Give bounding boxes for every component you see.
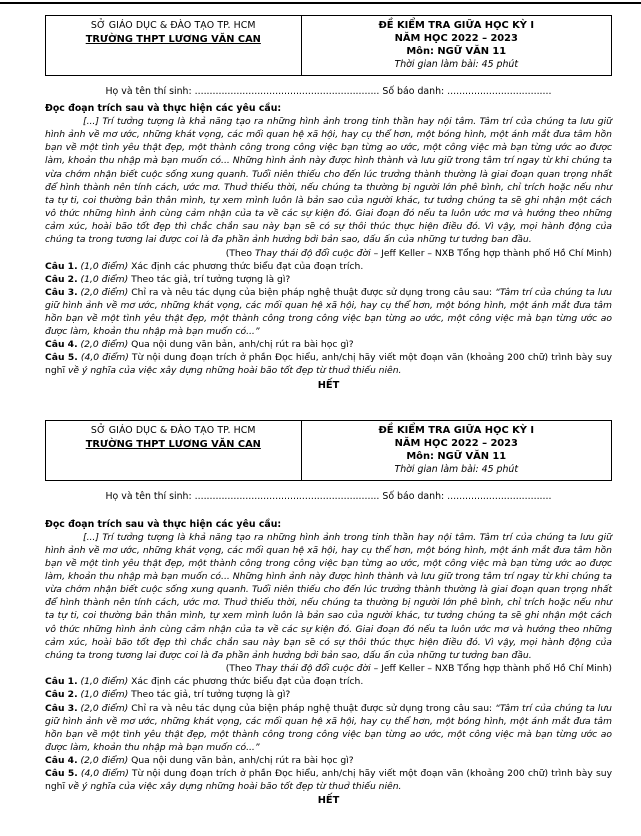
attribution-prefix: (Theo <box>225 663 255 675</box>
school-year: NĂM HỌC 2022 – 2023 <box>394 437 518 449</box>
question-item-5 <box>45 351 612 377</box>
student-id-label: Số báo danh: <box>379 86 448 97</box>
question-number: Câu 5. <box>45 352 78 364</box>
question-points: (4,0 điểm) <box>77 352 129 364</box>
question-item-2 <box>45 273 612 286</box>
question-text: Chỉ ra và nêu tác dụng của biện pháp nghệ thuật được sử dụng trong câu sau: <box>128 702 496 714</box>
reading-passage: [...] Trí tưởng tượng là khả năng tạo ra những hình ảnh trong tinh thần hay nội tâm. Tâm trí của chúng ta lưu giữ hình ảnh về mơ ước, những khát vọng, các mối quan hệ xã hội, hay cụ thể hơn, một bóng hình, một ánh mắt đưa tâm hồn bạn về một tình yêu thật đẹp, một thành công trong công việc bạn từng ao ước, một công việc mà bạn từng ước ao được làm, khoản thu nhập mà bạn muốn có... Những hình ảnh này được hình thành và lưu giữ trong tâm trí ngay từ khi chúng ta vừa chớm nhận biết cuộc sống xung quanh. Tuổi niên thiếu cho đến lúc trưởng thành thường là giai đoạn quan trọng nhất để hình thành nên tính cách, ước mơ. Thuở thiếu thời, nếu chúng ta thường bị người lớn phê bình, chỉ trích hoặc nếu như ta tự ti, coi thường bản thân mình, tự xem mình luôn là bản sao của người khác, tư tưởng chúng ta sẽ ghi nhận một cách vô thức những hình ảnh cùng cảm nhận của ta về các sự kiện đó. Giai đoạn đó nếu ta luôn ước mơ và hướng theo những cảm xúc, hoài bão tốt đẹp thì chắc chắn sau này bạn sẽ có sự thôi thúc thực hiện điều đó. Vì vậy, mọi hành động của chúng ta trong tương lai được coi là đa phần ảnh hưởng bởi bản sao, dấu ấn của những tư tưởng ban đầu. <box>45 531 612 661</box>
question-quote: “Tâm trí của chúng ta lưu giữ hình ảnh về mơ ước, những khát vọng, các mối quan hệ xã hội, hay cụ thể hơn, một bóng hình, một ánh mắt đưa tâm hồn bạn về một tình yêu thật đẹp, một thành công trong công việc bạn từng ao ước, một công việc mà bạn từng ước ao được làm, khoản thu nhập mà bạn muốn có...” <box>45 286 613 338</box>
attribution-line <box>45 247 612 260</box>
question-points: (1,0 điểm) <box>77 676 129 688</box>
question-item-3 <box>45 702 612 754</box>
attribution-work-title: Thay thái độ đổi cuộc đời <box>254 247 371 259</box>
question-number: Câu 5. <box>45 768 78 780</box>
question-points: (2,0 điểm) <box>77 339 129 351</box>
attribution-line <box>45 662 612 675</box>
question-item-1 <box>45 260 612 273</box>
exam-copy-2 <box>45 420 612 808</box>
exam-header-table <box>45 420 612 481</box>
reading-instruction: Đọc đoạn trích sau và thực hiện các yêu cầu: <box>45 103 282 115</box>
student-name-dots: .............................................................. <box>194 86 380 97</box>
exam-title: ĐỀ KIỂM TRA GIỮA HỌC KỲ I <box>378 20 535 31</box>
school-year: NĂM HỌC 2022 – 2023 <box>394 33 518 44</box>
question-item-3 <box>45 286 612 338</box>
question-text: Chỉ ra và nêu tác dụng của biện pháp nghệ thuật được sử dụng trong câu sau: <box>128 286 496 298</box>
question-number: Câu 4. <box>45 339 78 351</box>
subject-line: Môn: NGỮ VĂN 11 <box>406 450 507 462</box>
question-text: Theo tác giả, trí tưởng tượng là gì? <box>128 273 291 285</box>
student-name-dots: .............................................................. <box>194 490 380 502</box>
student-name-label: Họ và tên thí sinh: <box>105 490 195 502</box>
question-quote: về ý nghĩa của việc xây dựng những hoài bão tốt đẹp từ thuở thiếu niên. <box>67 781 402 793</box>
question-text: Qua nội dung văn bản, anh/chị rút ra bài học gì? <box>128 339 354 351</box>
question-item-1 <box>45 675 612 688</box>
question-quote: “Tâm trí của chúng ta lưu giữ hình ảnh về mơ ước, những khát vọng, các mối quan hệ xã hội, hay cụ thể hơn, một bóng hình, một ánh mắt đưa tâm hồn bạn về một tình yêu thật đẹp, một thành công trong công việc bạn từng ao ước, một công việc mà bạn từng ước ao được làm, khoản thu nhập mà bạn muốn có...” <box>45 702 613 753</box>
department-name: SỞ GIÁO DỤC & ĐÀO TẠO TP. HCM <box>90 20 256 31</box>
end-marker: HẾT <box>317 795 340 807</box>
question-item-2 <box>45 688 612 701</box>
question-quote: về ý nghĩa của việc xây dựng những hoài bão tốt đẹp từ thuở thiếu niên. <box>67 365 402 377</box>
attribution-work-title: Thay thái độ đổi cuộc đời <box>254 663 371 675</box>
exam-info-cell <box>301 420 611 480</box>
exam-info-cell <box>301 16 611 76</box>
attribution-suffix: – Jeff Keller – NXB Tổng hợp thành phố Hồ Chí Minh) <box>370 663 612 675</box>
question-number: Câu 3. <box>45 702 78 714</box>
question-number: Câu 1. <box>45 676 78 688</box>
reading-passage: [...] Trí tưởng tượng là khả năng tạo ra những hình ảnh trong tinh thần hay nội tâm. Tâm trí của chúng ta lưu giữ hình ảnh về mơ ước, những khát vọng, các mối quan hệ xã hội, hay cụ thể hơn, một bóng hình, một ánh mắt đưa tâm hồn bạn về một tình yêu thật đẹp, một thành công trong công việc bạn từng ao ước, một công việc mà bạn từng ước ao được làm, khoản thu nhập mà bạn muốn có... Những hình ảnh này được hình thành và lưu giữ trong tâm trí ngay từ khi chúng ta vừa chớm nhận biết cuộc sống xung quanh. Tuổi niên thiếu cho đến lúc trưởng thành thường là giai đoạn quan trọng nhất để hình thành nên tính cách, ước mơ. Thuở thiếu thời, nếu chúng ta thường bị người lớn phê bình, chỉ trích hoặc nếu như ta tự ti, coi thường bản thân mình, tự xem mình luôn là bản sao của người khác, tư tưởng chúng ta sẽ ghi nhận một cách vô thức những hình ảnh cùng cảm nhận của ta về các sự kiện đó. Giai đoạn đó nếu ta luôn ước mơ và hướng theo những cảm xúc, hoài bão tốt đẹp thì chắc chắn sau này bạn sẽ có sự thôi thúc thực hiện điều đó. Vì vậy, mọi hành động của chúng ta trong tương lai được coi là đa phần ảnh hưởng bởi bản sao, dấu ấn của những tư tưởng ban đầu. <box>45 116 612 246</box>
department-name: SỞ GIÁO DỤC & ĐÀO TẠO TP. HCM <box>90 424 256 436</box>
question-points: (2,0 điểm) <box>77 286 129 298</box>
page-top-rule <box>0 2 641 4</box>
student-id-dots: ................................... <box>447 490 552 502</box>
question-number: Câu 3. <box>45 286 78 298</box>
question-item-5 <box>45 767 612 793</box>
student-id-dots: ................................... <box>447 86 552 97</box>
student-name-label: Họ và tên thí sinh: <box>105 86 195 97</box>
question-points: (1,0 điểm) <box>77 273 129 285</box>
issuer-cell <box>46 16 302 76</box>
question-text: Từ nội dung đoạn trích ở phần Đọc hiểu, anh/chị hãy viết một đoạn văn (khoảng 200 chữ) trình bày suy nghĩ <box>45 352 613 377</box>
question-number: Câu 4. <box>45 754 78 766</box>
question-item-4 <box>45 338 612 351</box>
question-points: (1,0 điểm) <box>77 260 129 272</box>
question-item-4 <box>45 754 612 767</box>
page-content <box>45 15 612 807</box>
reading-instruction: Đọc đoạn trích sau và thực hiện các yêu cầu: <box>45 518 282 530</box>
question-points: (4,0 điểm) <box>77 768 129 780</box>
question-text: Từ nội dung đoạn trích ở phần Đọc hiểu, anh/chị hãy viết một đoạn văn (khoảng 200 chữ) trình bày suy nghĩ <box>45 768 613 793</box>
student-id-label: Số báo danh: <box>379 490 448 502</box>
duration-line: Thời gian làm bài: 45 phút <box>394 463 519 475</box>
question-points: (1,0 điểm) <box>77 689 129 701</box>
duration-line: Thời gian làm bài: 45 phút <box>394 59 519 70</box>
student-info-line <box>45 85 612 98</box>
question-text: Theo tác giả, trí tưởng tượng là gì? <box>128 689 291 701</box>
school-name: TRƯỜNG THPT LƯƠNG VĂN CAN <box>85 34 261 46</box>
question-text: Xác định các phương thức biểu đạt của đoạn trích. <box>128 260 364 272</box>
question-number: Câu 2. <box>45 273 78 285</box>
exam-header-table <box>45 15 612 76</box>
school-name: TRƯỜNG THPT LƯƠNG VĂN CAN <box>85 438 261 450</box>
subject-line: Môn: NGỮ VĂN 11 <box>406 46 507 57</box>
exam-title: ĐỀ KIỂM TRA GIỮA HỌC KỲ I <box>378 424 535 436</box>
question-points: (2,0 điểm) <box>77 754 129 766</box>
question-number: Câu 1. <box>45 260 78 272</box>
question-points: (2,0 điểm) <box>77 702 129 714</box>
student-info-line <box>45 490 612 503</box>
question-number: Câu 2. <box>45 689 78 701</box>
attribution-prefix: (Theo <box>225 247 255 259</box>
issuer-cell <box>46 420 302 480</box>
attribution-suffix: – Jeff Keller – NXB Tổng hợp thành phố Hồ Chí Minh) <box>370 247 612 259</box>
end-marker: HẾT <box>317 379 340 391</box>
exam-copy-1 <box>45 15 612 392</box>
question-text: Qua nội dung văn bản, anh/chị rút ra bài học gì? <box>128 754 354 766</box>
question-text: Xác định các phương thức biểu đạt của đoạn trích. <box>128 676 364 688</box>
